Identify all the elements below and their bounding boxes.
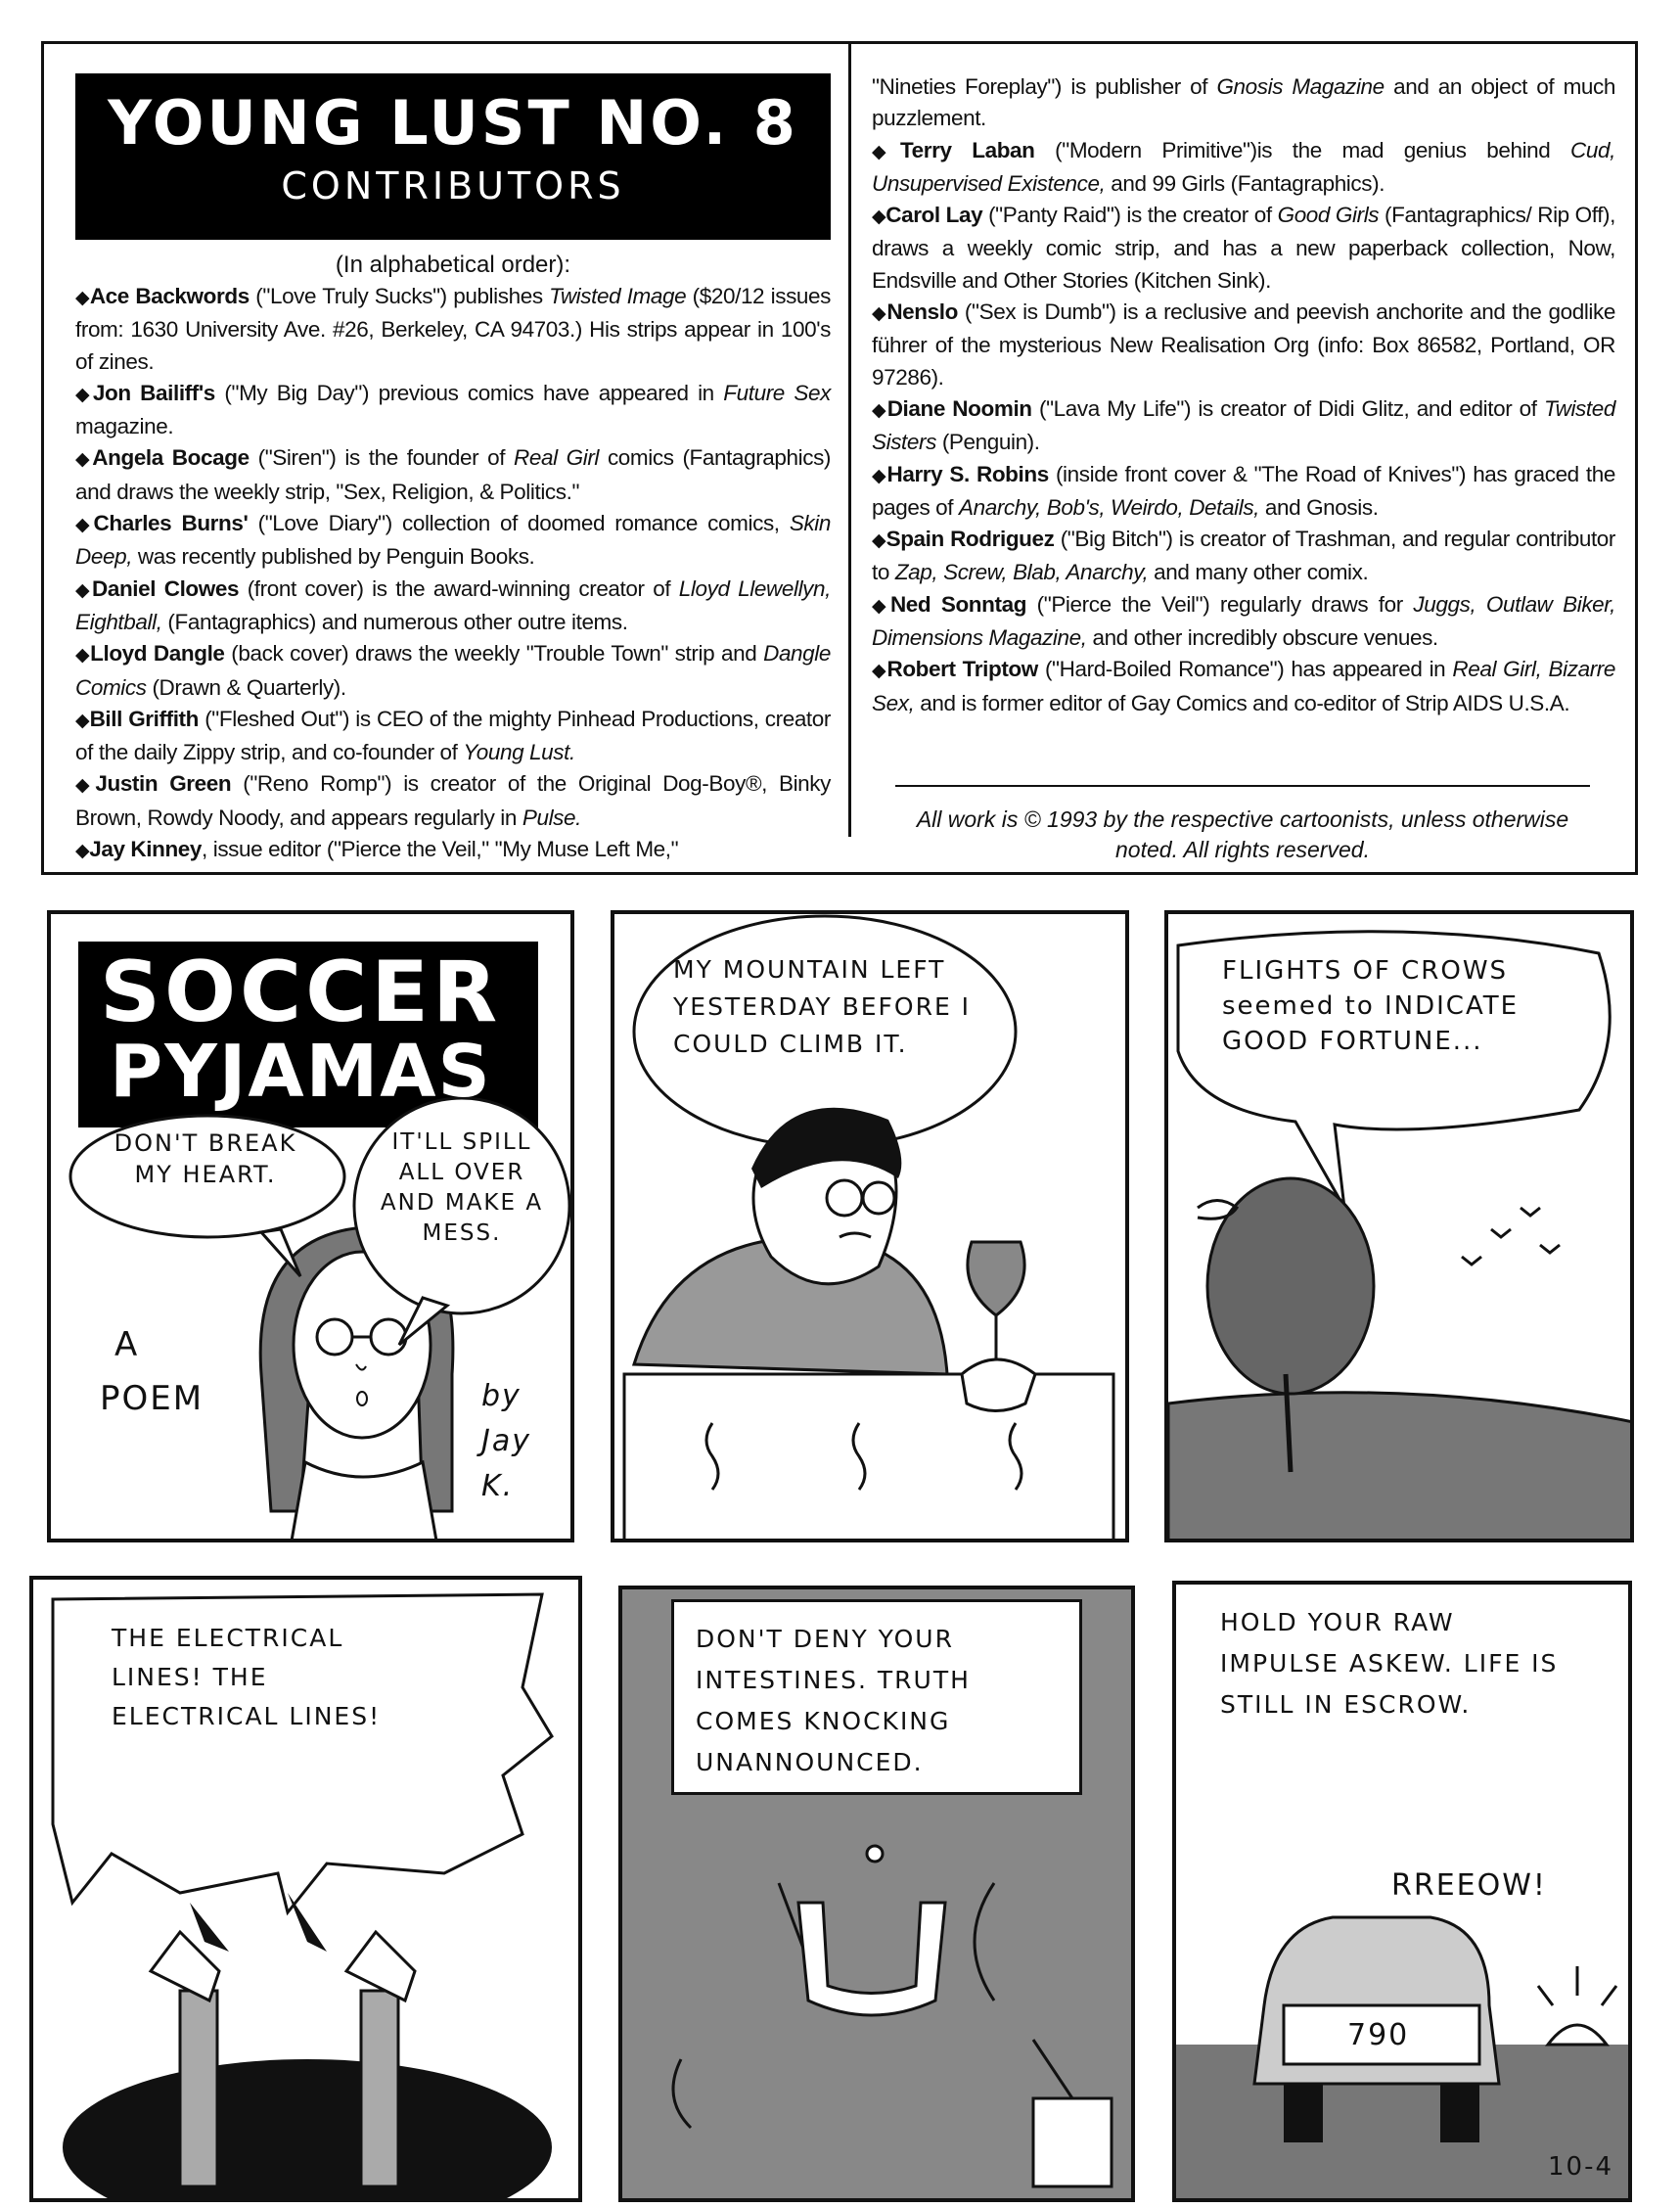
- contributor-description-rest: ($20/12 issues from: 1630 University Ave. #26, Berkeley, CA 94703.) His strips appear in 100's of zines.: [75, 284, 832, 374]
- publication-title: Twisted Image: [549, 284, 687, 308]
- poem-label-poem: POEM: [100, 1379, 204, 1418]
- publication-title: Young Lust.: [463, 740, 575, 765]
- contributor-name: Ace Backwords: [89, 284, 250, 308]
- contributor-description-rest: (Drawn & Quarterly).: [146, 674, 346, 700]
- contributor-description-rest: magazine.: [75, 414, 174, 439]
- contributor-name: Justin Green: [95, 771, 232, 797]
- byline: by Jay K.: [481, 1379, 531, 1503]
- comic-panel-2: [611, 910, 1129, 1542]
- contributor-description: ("Love Truly Sucks") publishes: [249, 284, 550, 308]
- diamond-bullet-icon: ◆: [75, 841, 90, 862]
- diamond-bullet-icon: ◆: [75, 579, 92, 601]
- contributor-description: "Nineties Foreplay") is publisher of: [872, 74, 1217, 99]
- contributor-name: Jon Bailiff's: [92, 380, 215, 405]
- contributor-name: Lloyd Dangle: [90, 641, 225, 667]
- contributor-name: Nenslo: [886, 299, 958, 325]
- diamond-bullet-icon: ◆: [872, 530, 886, 552]
- contributor-name: Harry S. Robins: [886, 461, 1049, 486]
- contributor-entry: [872, 135, 1615, 201]
- contributor-entry: [75, 638, 831, 704]
- diamond-bullet-icon: ◆: [872, 141, 900, 162]
- panel-5-caption: DON'T DENY YOUR INTESTINES. TRUTH COMES KNOCKING UNANNOUNCED.: [696, 1625, 971, 1776]
- contributor-description-rest: and other incredibly obscure venues.: [1086, 625, 1438, 651]
- contributor-entry: [75, 281, 831, 378]
- publication-title: Pulse.: [522, 805, 581, 830]
- panel-1-bubble-left: DON'T BREAK MY HEART.: [114, 1129, 297, 1188]
- contributor-description: ("Hard-Boiled Romance") has appeared in: [1037, 657, 1453, 682]
- contributor-description: , issue editor ("Pierce the Veil," "My Muse Left Me,": [202, 837, 679, 862]
- contributor-description-rest: and many other comix.: [1148, 560, 1369, 585]
- contributor-name: Daniel Clowes: [91, 575, 240, 601]
- panel-2-speech: MY MOUNTAIN LEFT YESTERDAY BEFORE I COULD CLIMB IT.: [673, 955, 972, 1058]
- publication-title: Real Girl: [514, 445, 600, 471]
- contributor-name: Angela Bocage: [92, 445, 250, 471]
- contributor-description: ("Sex is Dumb") is a reclusive and peevish anchorite and the godlike führer of the mysterious New Realisation Org (info: Box 86582, Portland, OR 97286).: [872, 299, 1615, 390]
- contributor-description: (front cover) is the award-winning creator of: [239, 575, 679, 601]
- contributor-name: Robert Triptow: [886, 657, 1038, 682]
- diamond-bullet-icon: ◆: [872, 207, 886, 228]
- publication-title: Zap, Screw, Blab, Anarchy,: [894, 560, 1149, 585]
- contributor-entry: [75, 378, 831, 443]
- comic-panel-6: [1172, 1581, 1632, 2202]
- contributor-name: Ned Sonntag: [889, 591, 1027, 617]
- contributor-description: ("Lava My Life") is creator of Didi Glitz, and editor of: [1031, 395, 1544, 421]
- comic-title-soccer: SOCCER: [100, 943, 502, 1041]
- contributor-description-rest: and is former editor of Gay Comics and co-editor of Strip AIDS U.S.A.: [914, 690, 1570, 715]
- contributor-description-rest: and an object of much puzzlement.: [872, 74, 1615, 131]
- diamond-bullet-icon: ◆: [872, 465, 887, 486]
- diamond-bullet-icon: ◆: [872, 399, 887, 421]
- left-entries: [75, 281, 831, 867]
- contributor-description: (back cover) draws the weekly "Trouble Town" strip and: [224, 641, 764, 667]
- contributor-entry: [75, 834, 831, 867]
- panel-1-bubble-right: IT'LL SPILL ALL OVER AND MAKE A MESS.: [380, 1129, 544, 1246]
- publication-title: Dangle Comics: [75, 641, 831, 700]
- panel-6-caption: HOLD YOUR RAW IMPULSE ASKEW. LIFE IS STILL IN ESCROW.: [1220, 1608, 1559, 1719]
- publication-title: Gnosis Magazine: [1216, 74, 1385, 99]
- contributor-entry: [872, 393, 1615, 459]
- contributor-entry: [872, 654, 1615, 719]
- contributor-entry: [872, 200, 1615, 297]
- diamond-bullet-icon: ◆: [872, 595, 890, 617]
- intro-text: (In alphabetical order):: [335, 252, 571, 278]
- publication-title: Future Sex: [723, 380, 831, 405]
- panel-6-sound-effect: RREEOW!: [1391, 1868, 1547, 1903]
- contributor-name: Diane Noomin: [886, 395, 1032, 421]
- contributor-description: ("Big Bitch") is creator of Trashman, and regular contributor to: [872, 527, 1615, 585]
- comic-panel-4: [29, 1576, 582, 2202]
- contributor-entry: [872, 71, 1615, 135]
- contributors-right-column: [872, 71, 1615, 719]
- comic-panel-3: [1164, 910, 1634, 1542]
- page-subtitle: CONTRIBUTORS: [281, 164, 625, 207]
- contributor-description-rest: and 99 Girls (Fantagraphics).: [1105, 170, 1385, 196]
- comic-panel-1: [47, 910, 574, 1542]
- diamond-bullet-icon: ◆: [75, 384, 93, 405]
- publication-title: Twisted Sisters: [872, 395, 1615, 455]
- contributors-box: [41, 41, 1638, 875]
- publication-title: Good Girls: [1277, 203, 1380, 228]
- contributor-name: Charles Burns': [93, 511, 249, 536]
- contributor-entry: [75, 704, 831, 769]
- contributor-description: ("My Big Day") previous comics have appeared in: [214, 380, 724, 405]
- diamond-bullet-icon: ◆: [872, 661, 887, 682]
- contributor-name: Bill Griffith: [89, 706, 199, 731]
- contributor-entry: [872, 459, 1615, 525]
- contributor-entry: [75, 508, 831, 574]
- contributor-description-rest: comics (Fantagraphics) and draws the weekly strip, "Sex, Religion, & Politics.": [75, 445, 832, 504]
- diamond-bullet-icon: ◆: [75, 710, 90, 731]
- diamond-bullet-icon: ◆: [75, 775, 96, 797]
- publication-title: Lloyd Llewellyn, Eightball,: [75, 575, 831, 634]
- publication-title: Anarchy, Bob's, Weirdo, Details,: [958, 494, 1260, 520]
- diamond-bullet-icon: ◆: [75, 449, 93, 471]
- contributor-entry: [872, 297, 1615, 393]
- poem-label-a: A: [114, 1325, 140, 1364]
- contributor-name: Terry Laban: [900, 137, 1035, 162]
- artist-date: 10-4: [1548, 2152, 1614, 2182]
- license-plate: 790: [1347, 2018, 1410, 2052]
- contributor-description: ("Siren") is the founder of: [249, 445, 515, 471]
- panel-4-speech: THE ELECTRICAL LINES! THE ELECTRICAL LINES!: [112, 1624, 382, 1730]
- contributor-description-rest: (Fantagraphics) and numerous other outre items.: [161, 609, 628, 634]
- contributor-description: ("Love Diary") collection of doomed romance comics,: [248, 511, 790, 536]
- contributor-entry: [872, 589, 1615, 655]
- copyright-note: All work is © 1993 by the respective cartoonists, unless otherwise noted. All rights reserved.: [895, 785, 1590, 865]
- contributor-description: ("Modern Primitive")is the mad genius behind: [1034, 137, 1571, 162]
- contributor-description: ("Reno Romp") is creator of the Original Dog-Boy®, Binky Brown, Rowdy Noody, and appears regularly in: [75, 771, 831, 830]
- panel-3-speech: FLIGHTS OF CROWS seemed to INDICATE GOOD FORTUNE...: [1222, 956, 1520, 1056]
- publication-title: Juggs, Outlaw Biker, Dimensions Magazine,: [872, 591, 1615, 651]
- page-title: YOUNG LUST NO. 8: [108, 87, 798, 159]
- contributor-name: Carol Lay: [885, 203, 983, 228]
- contributor-description: ("Panty Raid") is the creator of: [982, 203, 1278, 228]
- diamond-bullet-icon: ◆: [872, 303, 887, 325]
- publication-title: Real Girl, Bizarre Sex,: [872, 657, 1615, 715]
- title-banner: [75, 73, 831, 240]
- publication-title: Skin Deep,: [75, 511, 831, 570]
- diamond-bullet-icon: ◆: [75, 515, 94, 536]
- contributor-description: ("Fleshed Out") is CEO of the mighty Pinhead Productions, creator of the daily Zippy strip, and co-founder of: [75, 706, 831, 765]
- contributor-description-rest: (Fantagraphics/ Rip Off), draws a weekly comic strip, and has a new paperback collection, Now, Endsville and Other Stories (Kitchen Sink).: [872, 203, 1615, 293]
- publication-title: Cud, Unsupervised Existence,: [872, 137, 1615, 196]
- contributor-description-rest: was recently published by Penguin Books.: [132, 544, 535, 570]
- contributor-description: ("Pierce the Veil") regularly draws for: [1026, 591, 1414, 617]
- contributor-description: (inside front cover & "The Road of Knives") has graced the pages of: [872, 461, 1615, 520]
- diamond-bullet-icon: ◆: [75, 645, 91, 667]
- diamond-bullet-icon: ◆: [75, 288, 90, 308]
- contributor-description-rest: (Penguin).: [935, 430, 1040, 455]
- contributor-entry: [75, 768, 831, 834]
- contributor-entry: [872, 524, 1615, 589]
- column-divider: [848, 44, 851, 837]
- comic-title-pyjamas: PYJAMAS: [110, 1030, 492, 1114]
- right-entries: [872, 71, 1615, 719]
- contributor-name: Spain Rodriguez: [885, 527, 1055, 552]
- contributor-name: Jay Kinney: [89, 837, 203, 862]
- contributor-description-rest: and Gnosis.: [1259, 494, 1379, 520]
- contributor-entry: [75, 442, 831, 508]
- contributors-left-column: [75, 73, 831, 867]
- contributor-entry: [75, 574, 831, 639]
- comic-panel-5: [618, 1586, 1135, 2202]
